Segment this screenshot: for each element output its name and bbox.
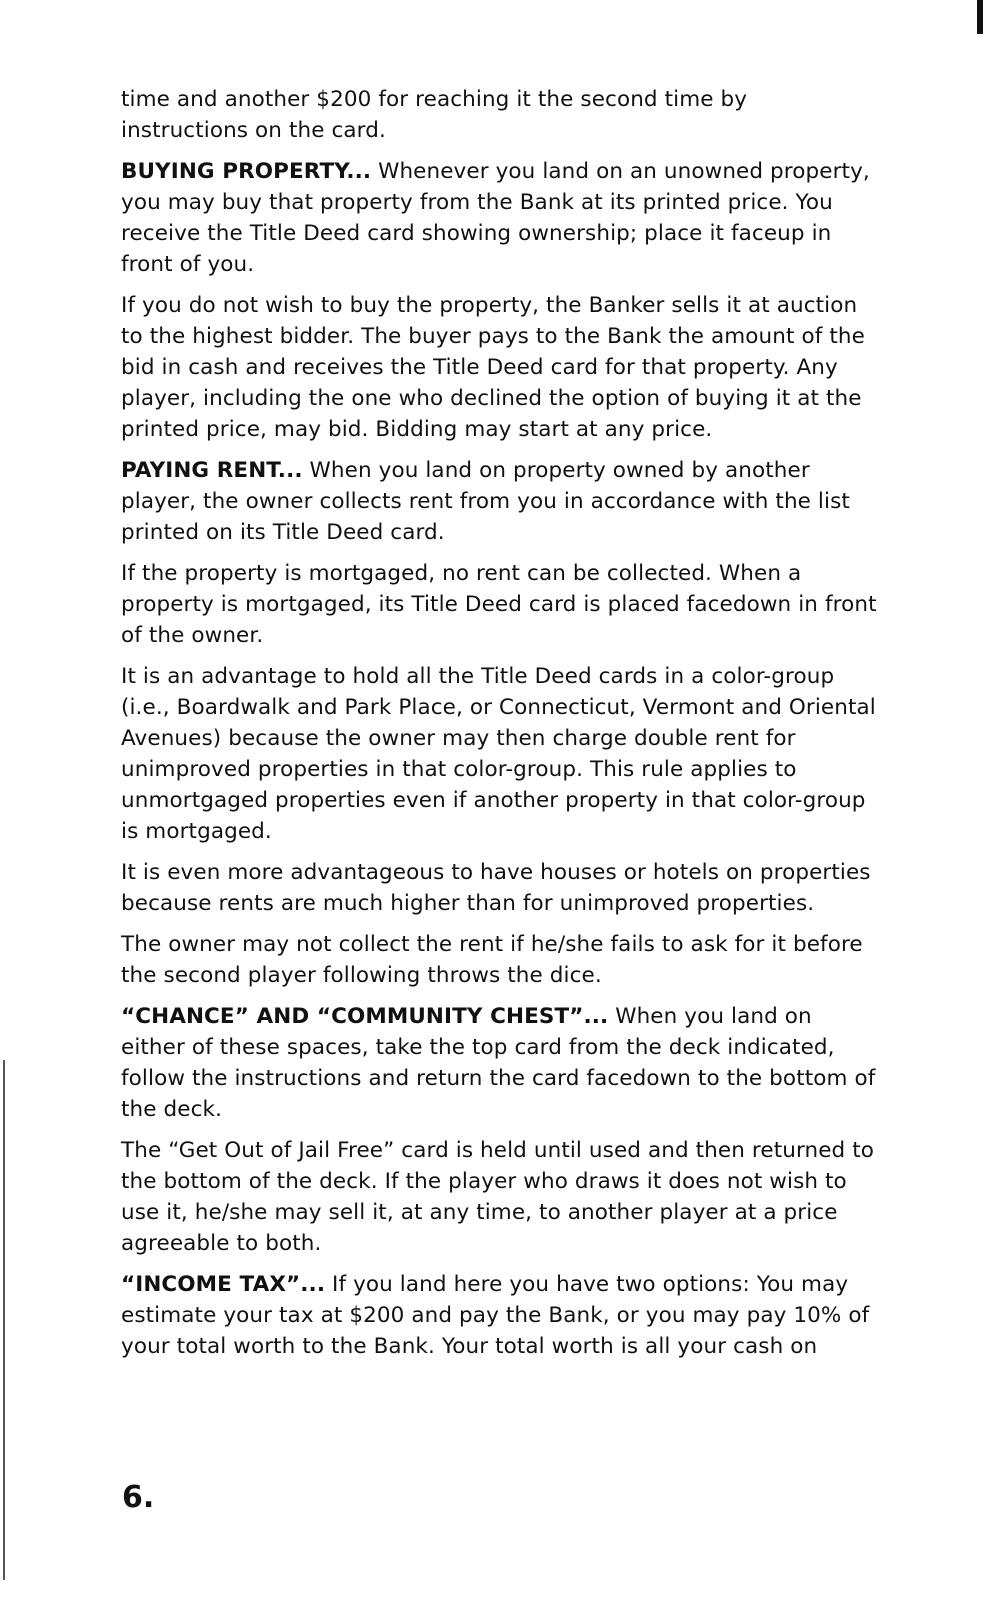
paragraph-paying-rent	[121, 455, 881, 548]
section-heading-paying-rent: PAYING RENT...	[121, 458, 303, 483]
paragraph-text: When you land on property owned by another player, the owner collects rent from you in accordance with the list printed on its Title Deed card.	[121, 458, 850, 545]
paragraph-text: It is an advantage to hold all the Title Deed cards in a color-group (i.e., Boardwalk and Park Place, or Connecticut, Vermont and Oriental Avenues) because the owner may then charge double rent for unimproved properties in that color-group. This rule applies to unmortgaged properties even if another property in that color-group is mortgaged.	[121, 664, 876, 844]
paragraph-houses-hotels	[121, 857, 881, 919]
paragraph-text: When you land on either of these spaces, take the top card from the deck indicated, follow the instructions and return the card facedown to the bottom of the deck.	[121, 1004, 876, 1122]
paragraph-income-tax	[121, 1269, 881, 1362]
scan-binding-line	[3, 1060, 5, 1580]
paragraph-text: If you do not wish to buy the property, the Banker sells it at auction to the highest bidder. The buyer pays to the Bank the amount of the bid in cash and receives the Title Deed card for that property. Any player, including the one who declined the option of buying it at the printed price, may bid. Bidding may start at any price.	[121, 293, 865, 442]
paragraph-text: It is even more advantageous to have houses or hotels on properties because rents are much higher than for unimproved properties.	[121, 860, 871, 916]
paragraph-mortgaged-rent	[121, 558, 881, 651]
paragraph-text: If you land here you have two options: You may estimate your tax at $200 and pay the Bank, or you may pay 10% of your total worth to the Bank. Your total worth is all your cash on	[121, 1272, 870, 1359]
paragraph-text: The owner may not collect the rent if he/she fails to ask for it before the second player following throws the dice.	[121, 932, 863, 988]
paragraph-text: The “Get Out of Jail Free” card is held until used and then returned to the bottom of the deck. If the player who draws it does not wish to use it, he/she may sell it, at any time, to another player at a price agreeable to both.	[121, 1138, 875, 1256]
paragraph-buying-property	[121, 156, 881, 280]
paragraph-text: time and another $200 for reaching it the second time by instructions on the card.	[121, 87, 748, 143]
paragraph-continuation-go	[121, 84, 881, 146]
paragraph-auction	[121, 290, 881, 445]
paragraph-text: Whenever you land on an unowned property, you may buy that property from the Bank at its printed price. You receive the Title Deed card showing ownership; place it faceup in front of you.	[121, 159, 870, 277]
section-heading-chance-community-chest: “CHANCE” AND “COMMUNITY CHEST”...	[121, 1004, 609, 1029]
page-number: 6.	[122, 1480, 155, 1515]
paragraph-text: If the property is mortgaged, no rent can be collected. When a property is mortgaged, its Title Deed card is placed facedown in front of the owner.	[121, 561, 877, 648]
scan-edge-mark	[977, 0, 983, 34]
rules-text-column	[121, 84, 881, 1372]
section-heading-buying-property: BUYING PROPERTY...	[121, 159, 372, 184]
section-heading-income-tax: “INCOME TAX”...	[121, 1272, 326, 1297]
paragraph-get-out-of-jail	[121, 1135, 881, 1259]
paragraph-chance-community-chest	[121, 1001, 881, 1125]
paragraph-collect-rent	[121, 929, 881, 991]
paragraph-color-group	[121, 661, 881, 847]
